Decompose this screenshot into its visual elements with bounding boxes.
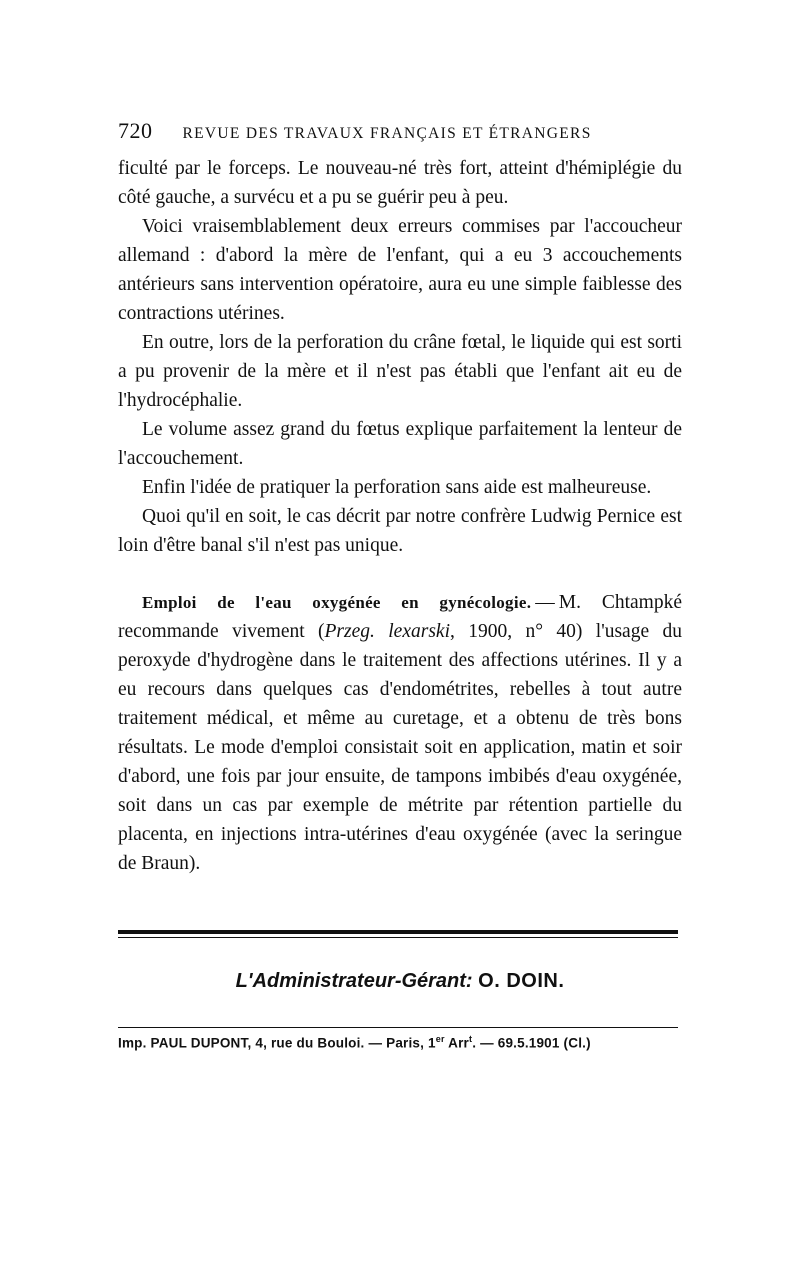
abstract-author: M. Chtampké recommande vivement ( (118, 592, 682, 642)
paragraph-continuation: ficulté par le forceps. Le nouveau-né très fort, atteint d'hémiplégie du côté gauche, a survécu et a pu se guérir peu à peu. (118, 158, 682, 208)
abstract-section (118, 588, 682, 878)
paragraph: Le volume assez grand du fœtus explique parfaitement la lenteur de l'accouchement. (118, 419, 682, 469)
gerant-role: L'Administrateur-Gérant: (235, 970, 473, 992)
imprint-arr: Arr (444, 1035, 469, 1051)
rule-thin (118, 937, 678, 938)
imprint-rule (118, 1027, 678, 1028)
rule-thick (118, 930, 678, 934)
paragraph: Quoi qu'il en soit, le cas décrit par notre confrère Ludwig Pernice est loin d'être banal s'il n'est pas unique. (118, 506, 682, 556)
abstract-text: , 1900, n° 40) l'usage du peroxyde d'hydrogène dans le traitement des affections utérines. Il y a eu recours dans quelques cas d'endométrites, rebelles à tout autre traitement médical, et même au curetage, et a obtenu de très bons résultats. Le mode d'emploi consistait soit en application, matin et soir d'abord, une fois par jour ensuite, de tampons imbibés d'eau oxygénée, soit dans un cas par exemple de métrite par rétention partielle du placenta, en injections intra-utérines d'eau oxygénée (avec la seringue de Braun). (118, 621, 682, 874)
journal-title: REVUE DES TRAVAUX FRANÇAIS ET ÉTRANGERS (182, 125, 592, 142)
imprint-main: Imp. PAUL DUPONT, 4, rue du Bouloi. — Paris, 1 (118, 1035, 436, 1051)
gerant-name: O. DOIN. (478, 970, 565, 992)
paragraph: En outre, lors de la perforation du crâne fœtal, le liquide qui est sorti a pu provenir de la mère et il n'est pas établi que l'enfant ait eu de l'hydrocéphalie. (118, 332, 682, 411)
title-dash: — (535, 592, 555, 613)
imprint-end: . — 69.5.1901 (Cl.) (472, 1035, 591, 1051)
page (118, 118, 682, 1051)
section-title: Emploi de l'eau oxygénée en gynécologie. (142, 593, 532, 612)
imprint-sup2: t (468, 1034, 473, 1044)
gerant-line (118, 970, 682, 993)
running-head (118, 118, 682, 148)
double-rule (118, 930, 678, 938)
paragraph: Enfin l'idée de pratiquer la perforation sans aide est malheureuse. (142, 477, 652, 498)
imprint-sup: er (435, 1034, 445, 1044)
imprint-line (118, 1034, 682, 1051)
body-text (118, 154, 682, 878)
paragraph: Voici vraisemblablement deux erreurs commises par l'accoucheur allemand : d'abord la mère de l'enfant, qui a eu 3 accouchements antérieurs sans intervention opératoire, aura eu une simple faiblesse des contractions utérines. (118, 216, 682, 324)
abstract-source: Przeg. lexarski (324, 621, 450, 642)
page-number: 720 (118, 118, 153, 143)
abstract-paragraph (118, 588, 682, 878)
